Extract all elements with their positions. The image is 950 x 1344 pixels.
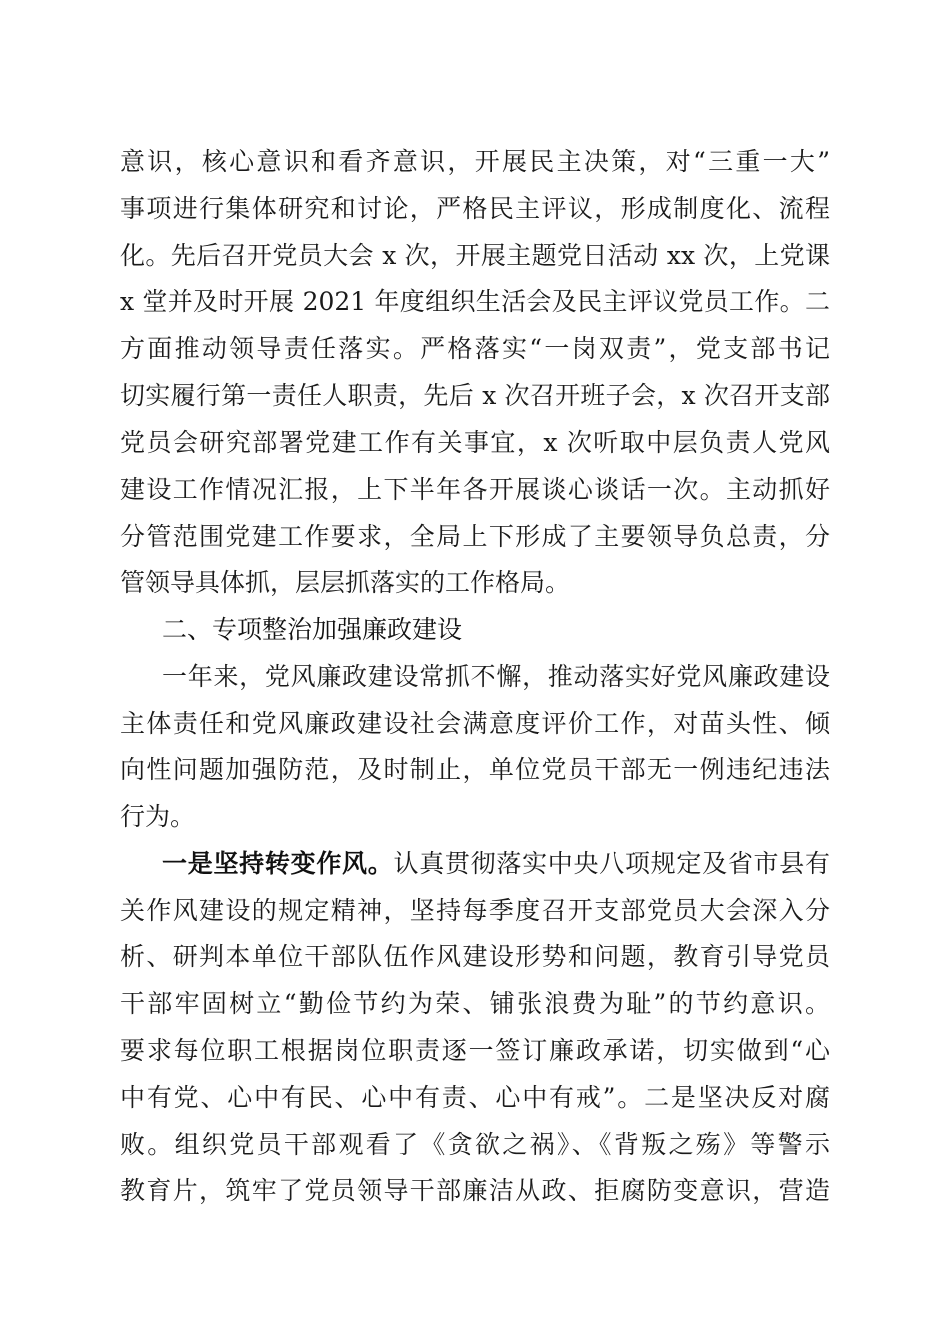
paragraph-line: 方面推动领导责任落实。严格落实“一岗双责”，党支部书记 — [120, 334, 830, 363]
paragraph-line: 事项进行集体研究和讨论，严格民主评议，形成制度化、流程 — [120, 194, 830, 223]
paragraph-line: 意识，核心意识和看齐意识，开展民主决策，对“三重一大” — [120, 147, 830, 176]
paragraph-line: 主体责任和党风廉政建设社会满意度评价工作，对苗头性、倾 — [120, 709, 830, 738]
paragraph-line: 中有党、心中有民、心中有责、心中有戒”。二是坚决反对腐 — [120, 1083, 830, 1112]
paragraph-lead-bold: 一是坚持转变作风。 — [162, 849, 394, 878]
paragraph-line-last: 行为。 — [120, 802, 196, 831]
paragraph-line: 析、研判本单位干部队伍作风建设形势和问题，教育引导党员 — [120, 942, 830, 971]
paragraph-line: 分管范围党建工作要求，全局上下形成了主要领导负总责，分 — [120, 522, 830, 551]
paragraph-line: 向性问题加强防范，及时制止，单位党员干部无一例违纪违法 — [120, 755, 830, 784]
paragraph-line: 干部牢固树立“勤俭节约为荣、铺张浪费为耻”的节约意识。 — [120, 989, 830, 1018]
paragraph-line: x 堂并及时开展 2021 年度组织生活会及民主评议党员工作。二 — [120, 287, 830, 316]
paragraph-line: 一年来，党风廉政建设常抓不懈，推动落实好党风廉政建设 — [162, 662, 830, 691]
paragraph-line: 教育片，筑牢了党员领导干部廉洁从政、拒腐防变意识，营造 — [120, 1176, 830, 1205]
section-heading: 二、专项整治加强廉政建设 — [162, 615, 463, 644]
paragraph-lead-rest: 认真贯彻落实中央八项规定及省市县有 — [393, 849, 830, 878]
paragraph-line: 关作风建设的规定精神，坚持每季度召开支部党员大会深入分 — [120, 896, 830, 925]
paragraph-line-last: 管领导具体抓，层层抓落实的工作格局。 — [120, 568, 571, 597]
paragraph-line: 要求每位职工根据岗位职责逐一签订廉政承诺，切实做到“心 — [120, 1036, 830, 1065]
paragraph-line: 建设工作情况汇报，上下半年各开展谈心谈话一次。主动抓好 — [120, 475, 830, 504]
paragraph-line: 切实履行第一责任人职责，先后 x 次召开班子会，x 次召开支部 — [120, 381, 830, 410]
paragraph-line: 化。先后召开党员大会 x 次，开展主题党日活动 xx 次，上党课 — [120, 241, 830, 270]
paragraph-first-line — [162, 844, 830, 884]
paragraph-line: 党员会研究部署党建工作有关事宜，x 次听取中层负责人党风 — [120, 428, 830, 457]
paragraph-line: 败。组织党员干部观看了《贪欲之祸》、《背叛之殇》等警示 — [120, 1130, 830, 1159]
